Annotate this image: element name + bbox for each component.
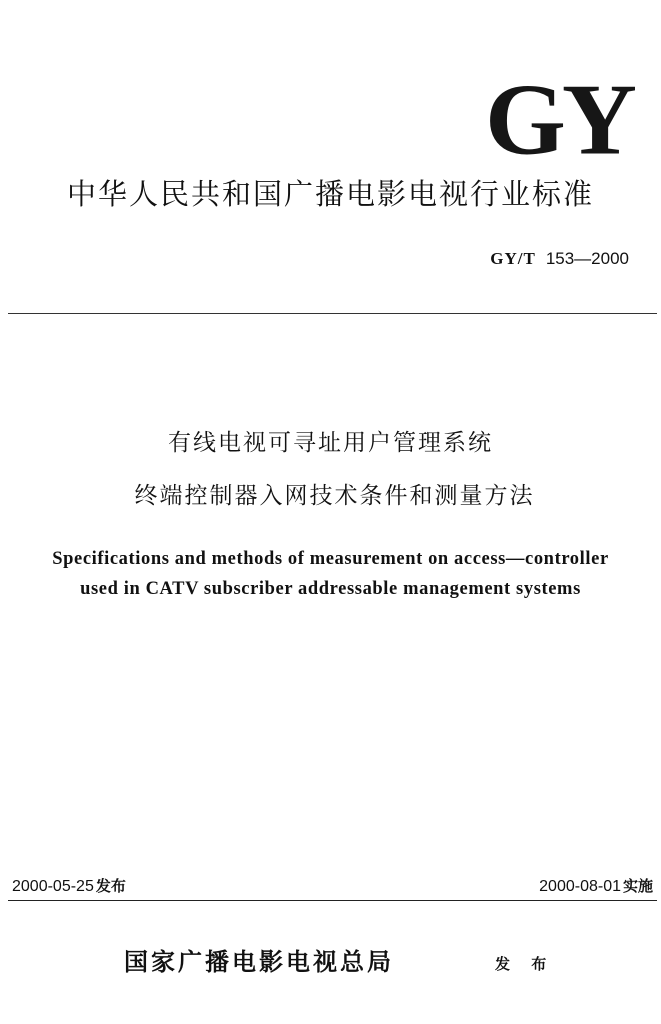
release-label: 发布 <box>95 877 126 895</box>
effective-label: 实施 <box>622 877 653 895</box>
release-date: 2000-05-25 <box>12 878 94 895</box>
english-title-line-1: Specifications and methods of measurement on access—controller <box>52 549 609 569</box>
top-divider <box>8 313 657 314</box>
bottom-divider <box>8 900 657 901</box>
issue-label: 发 布 <box>495 955 555 973</box>
standard-category-title: 中华人民共和国广播电影电视行业标准 <box>66 177 594 211</box>
standard-code: GY/T <box>490 249 536 268</box>
english-title-line-2: used in CATV subscriber addressable management systems <box>80 579 581 599</box>
gy-logo: GY <box>485 63 633 176</box>
issuing-authority: 国家广播电影电视总局 <box>124 948 394 976</box>
chinese-title-line-2: 终端控制器入网技术条件和测量方法 <box>134 483 535 509</box>
release-date-block <box>12 876 126 897</box>
standard-year: 153—2000 <box>545 249 629 268</box>
effective-date-block <box>539 876 653 897</box>
effective-date: 2000-08-01 <box>539 878 621 895</box>
standard-number <box>490 248 629 270</box>
chinese-title-line-1: 有线电视可寻址用户管理系统 <box>168 430 493 456</box>
